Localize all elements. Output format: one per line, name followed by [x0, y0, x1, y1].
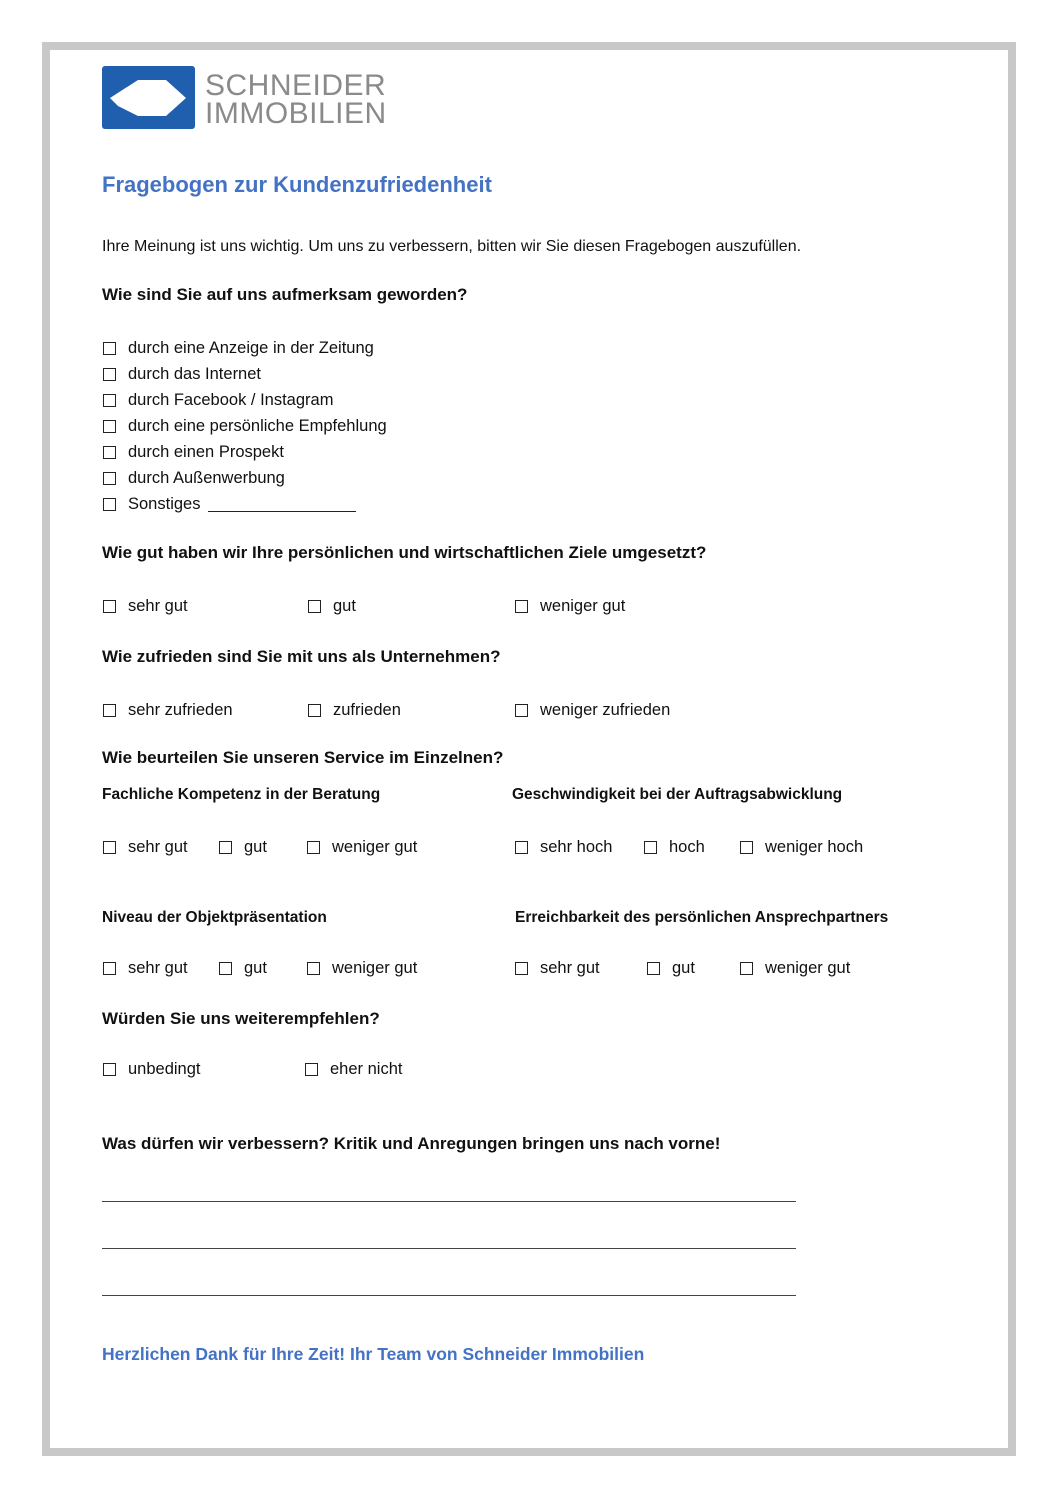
company-logo-icon [102, 66, 195, 129]
niveau-option-sehr-gut[interactable]: sehr gut [103, 959, 188, 978]
checkbox[interactable] [740, 962, 753, 975]
checkbox[interactable] [515, 841, 528, 854]
q2-option-weniger-gut[interactable]: weniger gut [515, 597, 625, 616]
subheading-niveau: Niveau der Objektpräsentation [102, 909, 327, 926]
kompetenz-option-gut[interactable]: gut [219, 838, 267, 857]
answer-line-3[interactable] [102, 1295, 796, 1296]
q3-option-weniger-zufrieden[interactable]: weniger zufrieden [515, 701, 670, 720]
q1-option-sonstiges[interactable]: Sonstiges [103, 495, 356, 514]
checkbox[interactable] [307, 841, 320, 854]
question-5: Würden Sie uns weiterempfehlen? [102, 1009, 380, 1028]
closing-thanks: Herzlichen Dank für Ihre Zeit! Ihr Team von Schneider Immobilien [102, 1344, 645, 1364]
niveau-option-weniger-gut[interactable]: weniger gut [307, 959, 417, 978]
question-4: Wie beurteilen Sie unseren Service im Einzelnen? [102, 748, 504, 767]
q1-option-aussenwerbung[interactable]: durch Außenwerbung [103, 469, 285, 488]
niveau-option-gut[interactable]: gut [219, 959, 267, 978]
erreichbarkeit-option-weniger-gut[interactable]: weniger gut [740, 959, 850, 978]
subheading-geschwindigkeit: Geschwindigkeit bei der Auftragsabwicklung [512, 786, 843, 803]
q2-option-sehr-gut[interactable]: sehr gut [103, 597, 188, 616]
q1-option-facebook[interactable]: durch Facebook / Instagram [103, 391, 333, 410]
answer-line-1[interactable] [102, 1201, 796, 1202]
checkbox[interactable] [515, 600, 528, 613]
checkbox[interactable] [305, 1063, 318, 1076]
checkbox[interactable] [740, 841, 753, 854]
checkbox[interactable] [103, 472, 116, 485]
checkbox[interactable] [103, 446, 116, 459]
q5-option-unbedingt[interactable]: unbedingt [103, 1060, 201, 1079]
page-title: Fragebogen zur Kundenzufriedenheit [102, 172, 492, 197]
checkbox[interactable] [308, 600, 321, 613]
subheading-kompetenz: Fachliche Kompetenz in der Beratung [102, 786, 381, 803]
checkbox[interactable] [103, 498, 116, 511]
checkbox[interactable] [647, 962, 660, 975]
logo-line-1: SCHNEIDER [205, 69, 387, 102]
q2-option-gut[interactable]: gut [308, 597, 356, 616]
erreichbarkeit-option-gut[interactable]: gut [647, 959, 695, 978]
checkbox[interactable] [103, 841, 116, 854]
q3-option-zufrieden[interactable]: zufrieden [308, 701, 401, 720]
checkbox[interactable] [307, 962, 320, 975]
question-1: Wie sind Sie auf uns aufmerksam geworden? [102, 285, 468, 304]
checkbox[interactable] [308, 704, 321, 717]
kompetenz-option-weniger-gut[interactable]: weniger gut [307, 838, 417, 857]
question-6: Was dürfen wir verbessern? Kritik und Anregungen bringen uns nach vorne! [102, 1134, 721, 1153]
logo-line-2: IMMOBILIEN [205, 97, 387, 130]
intro-text: Ihre Meinung ist uns wichtig. Um uns zu verbessern, bitten wir Sie diesen Fragebogen auszufüllen. [102, 238, 802, 255]
checkbox[interactable] [103, 1063, 116, 1076]
checkbox[interactable] [103, 962, 116, 975]
q1-option-internet[interactable]: durch das Internet [103, 365, 261, 384]
checkbox[interactable] [103, 704, 116, 717]
geschwindigkeit-option-hoch[interactable]: hoch [644, 838, 705, 857]
subheading-erreichbarkeit: Erreichbarkeit des persönlichen Ansprechpartners [515, 909, 889, 926]
q1-option-prospekt[interactable]: durch einen Prospekt [103, 443, 284, 462]
q1-option-zeitung[interactable]: durch eine Anzeige in der Zeitung [103, 339, 374, 358]
checkbox[interactable] [219, 962, 232, 975]
question-2: Wie gut haben wir Ihre persönlichen und wirtschaftlichen Ziele umgesetzt? [102, 543, 707, 562]
checkbox[interactable] [103, 342, 116, 355]
checkbox[interactable] [644, 841, 657, 854]
company-logo-text [205, 69, 387, 130]
erreichbarkeit-option-sehr-gut[interactable]: sehr gut [515, 959, 600, 978]
geschwindigkeit-option-sehr-hoch[interactable]: sehr hoch [515, 838, 612, 857]
q3-option-sehr-zufrieden[interactable]: sehr zufrieden [103, 701, 233, 720]
sonstiges-blank-field[interactable] [208, 497, 356, 512]
checkbox[interactable] [103, 420, 116, 433]
kompetenz-option-sehr-gut[interactable]: sehr gut [103, 838, 188, 857]
q1-option-empfehlung[interactable]: durch eine persönliche Empfehlung [103, 417, 387, 436]
checkbox[interactable] [103, 600, 116, 613]
checkbox[interactable] [103, 394, 116, 407]
checkbox[interactable] [103, 368, 116, 381]
q5-option-eher-nicht[interactable]: eher nicht [305, 1060, 402, 1079]
checkbox[interactable] [515, 962, 528, 975]
geschwindigkeit-option-weniger-hoch[interactable]: weniger hoch [740, 838, 863, 857]
checkbox[interactable] [515, 704, 528, 717]
question-3: Wie zufrieden sind Sie mit uns als Unternehmen? [102, 647, 501, 666]
checkbox[interactable] [219, 841, 232, 854]
answer-line-2[interactable] [102, 1248, 796, 1249]
